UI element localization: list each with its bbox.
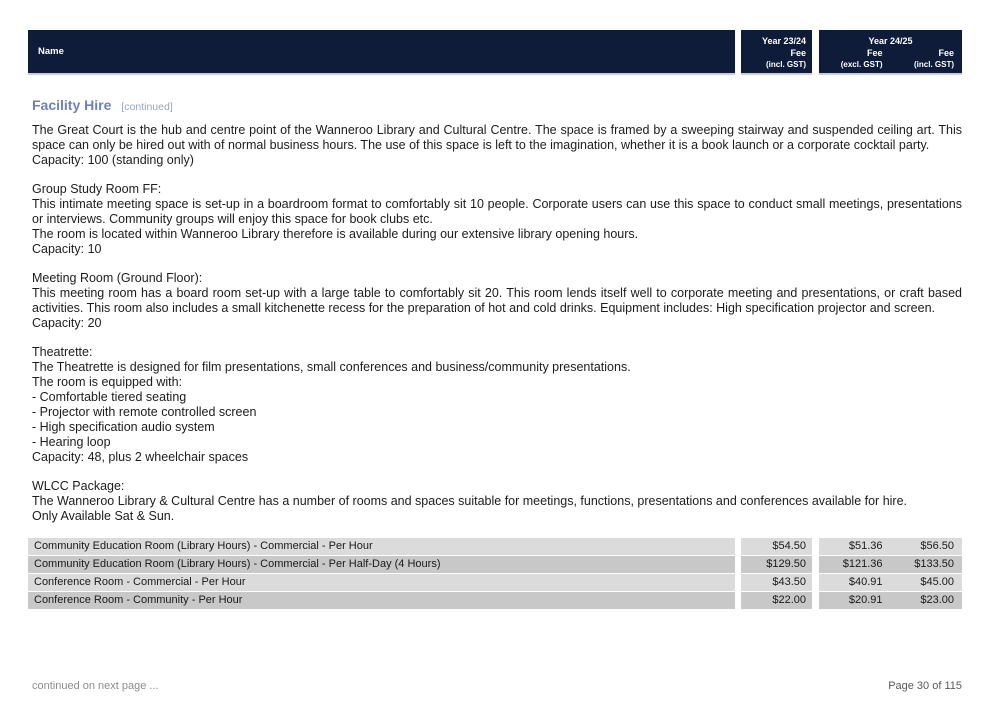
fee-2425-incl: $56.50 <box>920 540 954 552</box>
fee-2324-incl: $129.50 <box>741 556 812 573</box>
section-great-court <box>32 123 962 168</box>
name-column-label: Name <box>38 46 64 57</box>
fee-item-name: Community Education Room (Library Hours) - Commercial - Per Hour <box>28 538 735 555</box>
year-24-25-excl-subcolumn <box>819 47 891 71</box>
room-title-line: Meeting Room (Ground Floor): <box>32 271 203 285</box>
fee-2324-incl: $43.50 <box>741 574 812 591</box>
paragraph: The room is equipped with: <box>32 375 183 389</box>
section-group-study-room <box>32 182 962 257</box>
paragraph: The Wanneroo Library & Cultural Centre has a number of rooms and spaces suitable for meetings, functions, presentations and conferences available for hire. <box>32 494 908 508</box>
fee-2324-incl: $22.00 <box>741 592 812 609</box>
fee-2425-incl: $23.00 <box>920 594 954 606</box>
bullet-line: - Hearing loop <box>32 435 111 449</box>
fee-2425-incl: $133.50 <box>914 558 954 570</box>
section-meeting-room <box>32 271 962 331</box>
year-24-25-excl-gst-label: (excl. GST) <box>840 60 883 69</box>
fee-2324-incl: $54.50 <box>741 538 812 555</box>
fee-item-name: Conference Room - Community - Per Hour <box>28 592 735 609</box>
room-title-line: Theatrette: <box>32 345 93 359</box>
bullet-line: - High specification audio system <box>32 420 215 434</box>
continued-tag: [continued] <box>121 101 173 113</box>
year-24-25-incl-gst-label: (incl. GST) <box>914 60 954 69</box>
header-cell-year-23-24 <box>741 30 812 75</box>
year-24-25-incl-subcolumn <box>891 47 963 71</box>
fee-item-name: Conference Room - Commercial - Per Hour <box>28 574 735 591</box>
paragraph: This meeting room has a board room set-up with a large table to comfortably sit 20. This room lends itself well to corporate meeting and presentations, or craft based activities. This room also includes a small kitchenette recess for the preparation of hot and cold drinks. Equipment includes: High specification projector and screen. <box>32 286 962 315</box>
header-cell-year-24-25 <box>819 30 962 75</box>
fee-item-name: Community Education Room (Library Hours) - Commercial - Per Half-Day (4 Hours) <box>28 556 735 573</box>
table-row <box>28 538 962 555</box>
year-24-25-label: Year 24/25 <box>868 36 913 46</box>
paragraph: This intimate meeting space is set-up in a boardroom format to comfortably sit 10 people. Corporate users can use this space to conduct small meetings, presentations or interviews. Community groups will enjoy this space for book clubs etc. <box>32 197 962 226</box>
capacity-line: Capacity: 10 <box>32 242 102 256</box>
fee-2425-excl: $20.91 <box>848 594 883 606</box>
paragraph: Only Available Sat & Sun. <box>32 509 175 523</box>
header-cell-name <box>28 30 735 75</box>
year-23-24-label: Year 23/24 <box>761 36 806 46</box>
paragraph: The Great Court is the hub and centre point of the Wanneroo Library and Cultural Centre. The space is framed by a sweeping stairway and suspended ceiling art. This space can only be hired out with of normal business hours. The use of this space is left to the imagination, whether it is a book launch or a corporate cocktail party. <box>32 123 962 152</box>
capacity-line: Capacity: 20 <box>32 316 102 330</box>
body-text <box>32 123 962 524</box>
table-row <box>28 556 962 573</box>
fee-2425-group <box>819 538 962 555</box>
fee-2425-group <box>819 592 962 609</box>
fee-2425-group <box>819 556 962 573</box>
section-wlcc-package <box>32 479 962 524</box>
year-23-24-fee-label: Fee <box>790 48 806 58</box>
year-24-25-subcolumns <box>819 47 962 71</box>
fee-2425-excl: $40.91 <box>848 576 883 588</box>
room-title-line: WLCC Package: <box>32 479 125 493</box>
capacity-line: Capacity: 48, plus 2 wheelchair spaces <box>32 450 249 464</box>
page-title: Facility Hire <box>32 97 112 113</box>
bullet-line: - Comfortable tiered seating <box>32 390 187 404</box>
table-row <box>28 592 962 609</box>
continued-note: continued on next page ... <box>32 680 159 692</box>
page-indicator: Page 30 of 115 <box>888 680 962 692</box>
fee-2425-excl: $121.36 <box>842 558 883 570</box>
year-24-25-excl-fee-label: Fee <box>866 48 883 58</box>
table-row <box>28 574 962 591</box>
room-title-line: Group Study Room FF: <box>32 182 162 196</box>
capacity-line: Capacity: 100 (standing only) <box>32 153 194 167</box>
paragraph: The room is located within Wanneroo Library therefore is available during our extensive library opening hours. <box>32 227 639 241</box>
year-23-24-gst-label: (incl. GST) <box>766 60 806 69</box>
year-24-25-incl-fee-label: Fee <box>938 48 954 58</box>
fee-table <box>28 538 962 609</box>
paragraph: The Theatrette is designed for film presentations, small conferences and business/community presentations. <box>32 360 631 374</box>
fee-2425-excl: $51.36 <box>848 540 883 552</box>
section-heading <box>32 97 962 115</box>
section-theatrette <box>32 345 962 465</box>
fee-2425-group <box>819 574 962 591</box>
fee-table-header <box>28 30 962 75</box>
bullet-line: - Projector with remote controlled screen <box>32 405 257 419</box>
fee-2425-incl: $45.00 <box>920 576 954 588</box>
